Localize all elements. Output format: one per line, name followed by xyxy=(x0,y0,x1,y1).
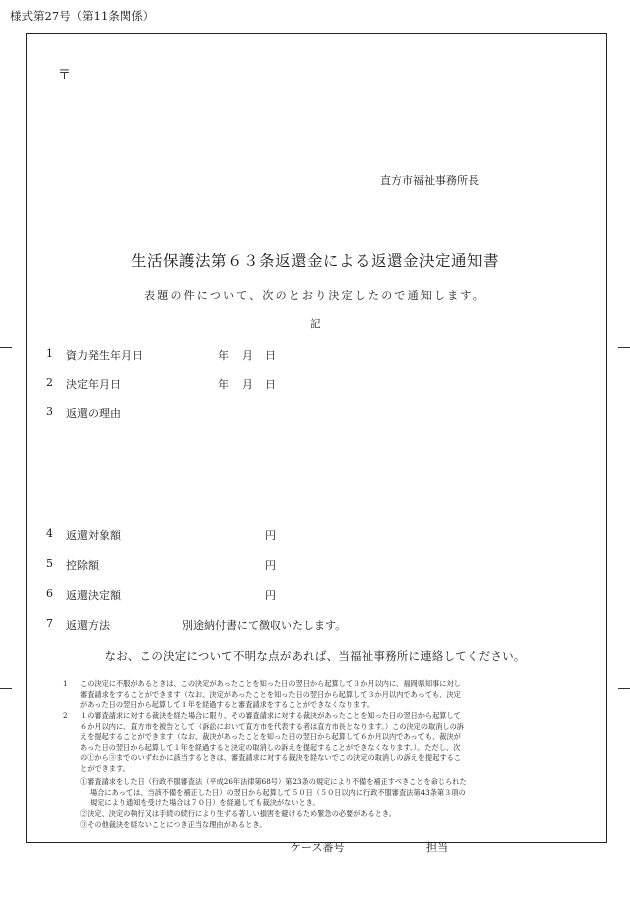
office-head: 直方市福祉事務所長 xyxy=(380,174,479,187)
month-unit: 月 xyxy=(242,378,253,391)
day-unit: 日 xyxy=(265,378,276,391)
note-line: １の審査請求に対する裁決を経た場合に限り、その審査請求に対する裁決があったことを知った日の翌日から起算して xyxy=(80,711,461,720)
note-sub-line: 場合にあっては、当該不備を補正した日）の翌日から起算して５０日（５０日以内に行政不服審査法第43条第３項の xyxy=(90,787,466,797)
item-number: 5 xyxy=(46,557,53,570)
note-line: とができます。 xyxy=(80,764,130,773)
year-unit: 年 xyxy=(218,378,229,391)
item-label: 返還対象額 xyxy=(66,529,121,542)
return-method-value: 別途納付書にて徴収いたします。 xyxy=(182,619,347,632)
inquiry-text: なお、この決定について不明な点があれば、当福祉事務所に連絡してください。 xyxy=(104,649,526,663)
note-line: この決定に不服があるときは、この決定があったことを知った日の翌日から起算して３か月以内に、福岡県知事に対し xyxy=(80,679,461,688)
note-sub-line: ②決定、決定の執行又は手続の続行により生ずる著しい損害を避けるため緊急の必要があるとき。 xyxy=(80,809,396,818)
item-number: 6 xyxy=(46,587,53,600)
note-line: 審査請求をすることができます（なお、決定があったことを知った日の翌日から起算して３か月以内であっても、決定 xyxy=(80,689,461,699)
margin-mark-left-top xyxy=(0,347,12,348)
note-sub-line: ③その他裁決を経ないことにつき正当な理由があるとき。 xyxy=(80,820,267,829)
item-number: 7 xyxy=(46,617,53,630)
yen-unit: 円 xyxy=(265,529,276,542)
note-line: ６か月以内に、直方市を被告として（訴訟において直方市を代表する者は直方市長となります。）この決定の取消しの訴 xyxy=(80,721,464,731)
ki-mark: 記 xyxy=(310,318,321,330)
item-number: 2 xyxy=(46,376,53,389)
note-sub-line: 規定により通知を受けた場合は７０日）を経過しても裁決がないとき。 xyxy=(90,798,320,808)
document-title: 生活保護法第６３条返還金による返還金決定通知書 xyxy=(130,252,499,270)
item-number: 3 xyxy=(46,405,53,418)
day-unit: 日 xyxy=(265,349,276,362)
item-number: 1 xyxy=(46,347,53,360)
item-label: 返還方法 xyxy=(66,619,110,632)
item-label: 控除額 xyxy=(66,559,99,572)
margin-mark-right-bottom xyxy=(618,688,630,689)
note-number: 2 xyxy=(63,711,68,720)
note-line: があった日の翌日から起算して１年を経過すると審査請求をすることができなくなります。 xyxy=(80,700,375,710)
margin-mark-left-bottom xyxy=(0,688,12,689)
year-unit: 年 xyxy=(218,349,229,362)
note-line: の①から③までのいずれかに該当するときは、審査請求に対する裁決を経ないでこの決定の取消しの訴えを提起するこ xyxy=(80,753,461,763)
note-line: えを提起することができます（なお、裁決があったことを知った日の翌日から起算して６か月以内であっても、裁決が xyxy=(80,732,461,742)
note-sub-line: ①審査請求をした日（行政不服審査法（平成26年法律第68号）第23条の規定により不備を補正すべきことを命じられた xyxy=(80,777,467,786)
yen-unit: 円 xyxy=(265,559,276,572)
case-number-label: ケース番号 xyxy=(290,841,345,854)
item-label: 資力発生年月日 xyxy=(66,349,143,362)
margin-mark-right-top xyxy=(618,347,630,348)
item-label: 返還決定額 xyxy=(66,589,121,602)
tanto-label: 担当 xyxy=(426,841,448,854)
yen-unit: 円 xyxy=(265,589,276,602)
note-line: あった日の翌日から起算して１年を経過すると決定の取消しの訴えを提起することができなくなります。）。ただし、次 xyxy=(80,742,461,752)
postal-mark: 〒 xyxy=(58,68,72,83)
lead-text: 表題の件について、次のとおり決定したので通知します。 xyxy=(144,289,486,302)
month-unit: 月 xyxy=(242,349,253,362)
item-label: 返還の理由 xyxy=(66,407,121,420)
form-number: 様式第27号（第11条関係） xyxy=(10,9,155,23)
note-number: 1 xyxy=(63,679,68,688)
item-number: 4 xyxy=(46,527,53,540)
item-label: 決定年月日 xyxy=(66,378,121,391)
